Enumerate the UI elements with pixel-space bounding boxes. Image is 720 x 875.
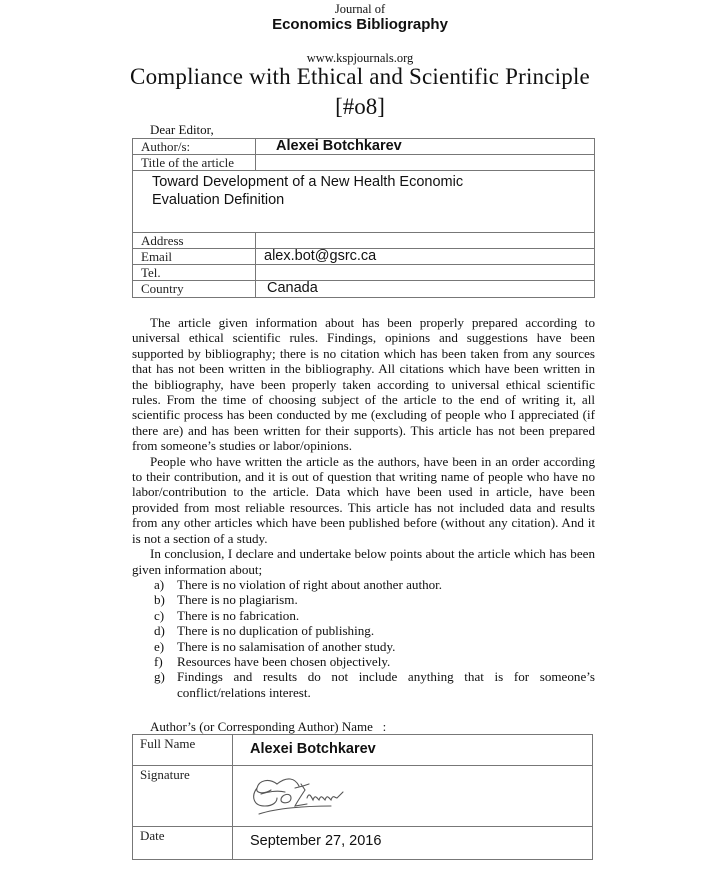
email-row xyxy=(133,249,595,265)
point-item xyxy=(132,639,595,654)
journal-of-label: Journal of xyxy=(334,2,386,16)
signature-row xyxy=(133,766,593,827)
point-text: There is no plagiarism. xyxy=(177,592,298,608)
address-label: Address xyxy=(133,233,256,249)
email-value[interactable]: alex.bot@gsrc.ca xyxy=(256,249,595,265)
title-label: Title of the article xyxy=(133,155,256,171)
point-marker: f) xyxy=(154,653,163,669)
date-label: Date xyxy=(133,827,233,860)
address-row xyxy=(133,233,595,249)
title-label-empty-cell xyxy=(256,155,595,171)
title-label-row xyxy=(133,155,595,171)
point-text: There is no violation of right about another author. xyxy=(177,576,443,592)
point-item xyxy=(132,592,595,607)
page-title: Compliance with Ethical and Scientific Principle xyxy=(130,64,590,89)
country-value[interactable]: Canada xyxy=(256,281,595,298)
date-row xyxy=(133,827,593,860)
author-name-heading: Author’s (or Corresponding Author) Name : xyxy=(150,719,387,734)
salutation: Dear Editor, xyxy=(150,122,214,137)
point-text: There is no duplication of publishing. xyxy=(177,623,375,639)
declaration-points xyxy=(132,577,595,700)
country-row xyxy=(133,281,595,298)
form-code: [#o8] xyxy=(335,94,385,119)
author-label: Author/s: xyxy=(133,139,256,155)
point-marker: d) xyxy=(154,623,165,639)
full-name-value[interactable]: Alexei Botchkarev xyxy=(233,735,593,766)
signature-icon xyxy=(247,770,367,820)
paragraph-3: In conclusion, I declare and undertake below points about the article which has been given information about; xyxy=(132,546,595,577)
point-marker: b) xyxy=(154,592,165,608)
full-name-label: Full Name xyxy=(133,735,233,766)
author-value[interactable]: Alexei Botchkarev xyxy=(256,139,595,155)
journal-name: Economics Bibliography xyxy=(272,16,448,33)
country-label: Country xyxy=(133,281,256,298)
point-text: Findings and results do not include anything that is for someone’s conflict/relations interest. xyxy=(177,669,595,700)
paragraph-1: The article given information about has been properly prepared according to universal ethical scientific rules. Findings, opinions and suggestions have been supported by bibliography; there is no citation which has been taken from any sources that has not been written in the bibliography. All citations which have been written in the bibliography, have been properly taken according to universal ethical scientific rules. From the time of choosing subject of the article to the end of writing it, all scientific process has been conducted by me (excluding of people who I appreciated (if there are) and has been written for their supports). This article has not been prepared from someone’s studies or labor/opinions. xyxy=(132,315,595,454)
article-info-table xyxy=(132,138,595,298)
signature-table xyxy=(132,734,593,860)
point-marker: a) xyxy=(154,576,165,592)
point-item xyxy=(132,623,595,638)
tel-row xyxy=(133,265,595,281)
full-name-row xyxy=(133,735,593,766)
article-title-value[interactable]: Toward Development of a New Health Economic Evaluation Definition xyxy=(133,171,595,233)
journal-website: www.kspjournals.org xyxy=(306,51,414,65)
point-text: Resources have been chosen objectively. xyxy=(177,653,391,669)
point-marker: e) xyxy=(154,638,165,654)
point-item xyxy=(132,669,595,700)
signature-cell[interactable] xyxy=(233,766,593,827)
paragraph-2: People who have written the article as the authors, have been in an order according to their contribution, and it is out of question that writing name of people who have no labor/contribution to the article. Data which have been used in article, have been provided from most reliable resources. This article has not included data and results from any other articles which have been published before (without any citation). And it is not a section of a study. xyxy=(132,453,595,546)
tel-label: Tel. xyxy=(133,265,256,281)
tel-value[interactable] xyxy=(256,265,595,281)
point-marker: g) xyxy=(154,669,165,685)
point-text: There is no fabrication. xyxy=(177,607,300,623)
point-marker: c) xyxy=(154,607,165,623)
point-item xyxy=(132,577,595,592)
declaration-body xyxy=(132,315,595,700)
signature-label: Signature xyxy=(133,766,233,827)
author-row xyxy=(133,139,595,155)
point-item xyxy=(132,654,595,669)
title-value-row xyxy=(133,171,595,233)
address-value[interactable] xyxy=(256,233,595,249)
point-text: There is no salamisation of another study. xyxy=(177,638,396,654)
email-label: Email xyxy=(133,249,256,265)
point-item xyxy=(132,608,595,623)
date-value[interactable]: September 27, 2016 xyxy=(233,827,593,860)
